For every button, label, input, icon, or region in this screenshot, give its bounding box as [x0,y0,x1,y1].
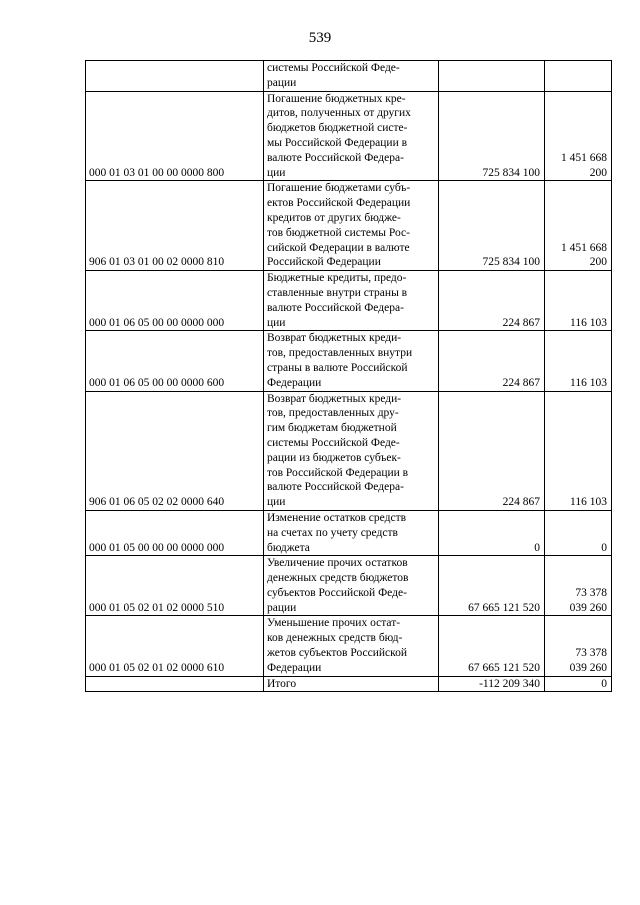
amount-year2-cell: 116 103 [545,331,612,391]
page-number: 539 [308,30,332,46]
table-row [86,331,612,391]
amount-year2-cell: 73 378 039 260 [545,556,612,616]
budget-code-cell: 000 01 05 02 01 02 0000 510 [86,556,264,616]
budget-code-cell [86,676,264,692]
item-name-cell: Увеличение прочих остатков денежных средств бюджетов субъектов Российской Феде- рации [264,556,439,616]
amount-year2-cell: 0 [545,510,612,555]
budget-code-cell: 906 01 06 05 02 02 0000 640 [86,391,264,510]
budget-code-cell: 000 01 05 00 00 00 0000 000 [86,510,264,555]
budget-code-cell: 000 01 05 02 01 02 0000 610 [86,616,264,676]
budget-code-cell: 000 01 06 05 00 00 0000 000 [86,271,264,331]
amount-year2-cell: 116 103 [545,391,612,510]
amount-year1-cell: 224 867 [439,271,545,331]
total-amount-year1-cell: -112 209 340 [439,676,545,692]
amount-year1-cell: 224 867 [439,391,545,510]
table-row [86,556,612,616]
budget-code-cell: 906 01 03 01 00 02 0000 810 [86,181,264,271]
total-amount-year2-cell: 0 [545,676,612,692]
amount-year1-cell: 725 834 100 [439,91,545,181]
amount-year1-cell: 67 665 121 520 [439,556,545,616]
budget-code-cell [86,61,264,92]
table-row [86,510,612,555]
table-row [86,181,612,271]
amount-year2-cell: 1 451 668 200 [545,91,612,181]
amount-year1-cell: 0 [439,510,545,555]
item-name-cell: Уменьшение прочих остат- ков денежных средств бюд- жетов субъектов Российской Федерации [264,616,439,676]
item-name-cell: Бюджетные кредиты, предо- ставленные внутри страны в валюте Российской Федера- ции [264,271,439,331]
item-name-cell: Изменение остатков средств на счетах по учету средств бюджета [264,510,439,555]
table-row [86,616,612,676]
budget-code-cell: 000 01 03 01 00 00 0000 800 [86,91,264,181]
total-label-cell: Итого [264,676,439,692]
item-name-cell: Возврат бюджетных креди- тов, предоставленных внутри страны в валюте Российской Федерации [264,331,439,391]
amount-year1-cell: 224 867 [439,331,545,391]
amount-year1-cell [439,61,545,92]
item-name-cell: Погашение бюджетами субъ- ектов Российской Федерации кредитов от других бюдже- тов бюджетной системы Рос- сийской Федерации в валюте Российской Федерации [264,181,439,271]
budget-code-cell: 000 01 06 05 00 00 0000 600 [86,331,264,391]
item-name-cell: Погашение бюджетных кре- дитов, полученных от других бюджетов бюджетной систе- мы Российской Федерации в валюте Российской Федера- ции [264,91,439,181]
budget-sources-table [85,60,612,692]
amount-year2-cell [545,61,612,92]
total-row [86,676,612,692]
amount-year1-cell: 725 834 100 [439,181,545,271]
amount-year1-cell: 67 665 121 520 [439,616,545,676]
table-row [86,391,612,510]
table-row [86,91,612,181]
table-row [86,61,612,92]
amount-year2-cell: 1 451 668 200 [545,181,612,271]
amount-year2-cell: 73 378 039 260 [545,616,612,676]
table-row [86,271,612,331]
amount-year2-cell: 116 103 [545,271,612,331]
item-name-cell: системы Российской Феде- рации [264,61,439,92]
item-name-cell: Возврат бюджетных креди- тов, предоставленных дру- гим бюджетам бюджетной системы Российской Феде- рации из бюджетов субъек- тов Российской Федерации в валюте Российской Федера- ции [264,391,439,510]
